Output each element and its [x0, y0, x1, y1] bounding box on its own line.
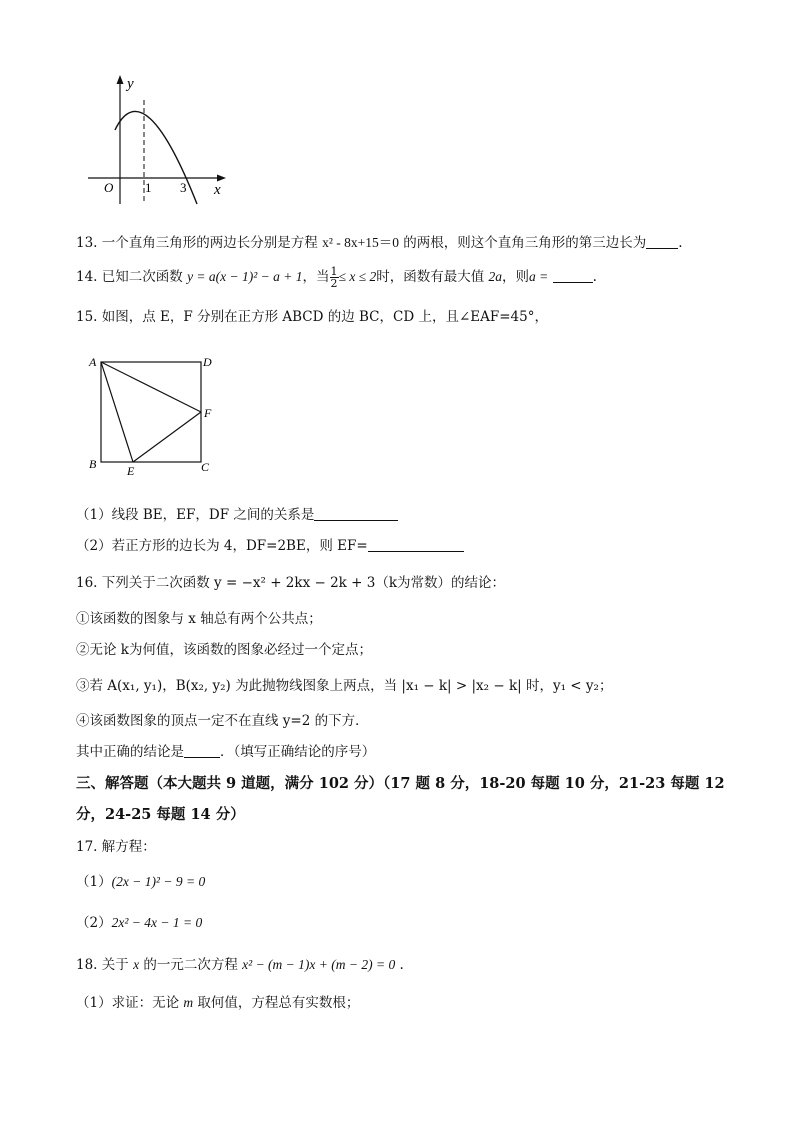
- q13-suffix: 的两根，则这个直角三角形的第三边长为: [398, 235, 647, 251]
- label-f: F: [204, 406, 212, 420]
- square-abcd: [101, 362, 201, 462]
- tick-label-3: 3: [180, 180, 187, 195]
- q14-var: a =: [529, 269, 549, 284]
- q14-maxval: 2a: [488, 269, 503, 284]
- q14-condition: ≤ x ≤ 2: [338, 269, 377, 284]
- label-b: B: [89, 457, 97, 471]
- question-16-ask: [76, 743, 375, 761]
- square-diagram: [84, 350, 224, 480]
- x-axis-label: x: [214, 182, 221, 198]
- q17-p2-label: （2）: [76, 915, 112, 931]
- q14-mid1: ，当: [302, 269, 330, 285]
- question-18-stem: [76, 956, 404, 974]
- q13-prefix: 13. 一个直角三角形的两边长分别是方程: [76, 235, 323, 251]
- statement-2: ②无论 k为何值，该函数的图象必经过一个定点；: [76, 642, 372, 658]
- question-17-title: 17. 解方程：: [76, 839, 156, 855]
- x-axis-arrow: [217, 175, 226, 182]
- q13-end: .: [678, 235, 683, 251]
- statement-1: ①该函数的图象与 x 轴总有两个公共点；: [76, 611, 322, 627]
- section-3-heading-line-1: 三、解答题（本大题共 9 道题，满分 102 分）（17 题 8 分，18-20 每题 10 分，21-23 每题 12: [76, 775, 725, 792]
- q18-end: .: [395, 957, 404, 973]
- q13-equation: x² - 8x+15＝0: [322, 235, 399, 250]
- q15-p2-answer-blank[interactable]: [368, 537, 464, 552]
- statement-4: ④该函数图象的顶点一定不在直线 y=2 的下方．: [76, 713, 369, 729]
- q18-prefix: 18. 关于: [76, 957, 134, 973]
- q17-p2-equation: 2x² − 4x − 1 = 0: [111, 915, 203, 930]
- q15-p2-text: （2）若正方形的边长为 4，DF=2BE，则 EF=: [76, 538, 368, 554]
- label-c: C: [201, 460, 210, 474]
- question-14: [76, 266, 597, 289]
- q15-p1-answer-blank[interactable]: [314, 506, 398, 521]
- question-15-stem: 15. 如图，点 E，F 分别在正方形 ABCD 的边 BC，CD 上，且∠EAF=45°，: [76, 309, 548, 325]
- q13-answer-blank[interactable]: [646, 234, 678, 249]
- segment-ae: [101, 362, 133, 462]
- label-d: D: [203, 355, 212, 369]
- q16-answer-blank[interactable]: [184, 743, 220, 758]
- segment-af: [101, 362, 201, 412]
- label-a: A: [89, 355, 97, 369]
- y-axis-label: y: [127, 76, 134, 92]
- q18-equation: x² − (m − 1)x + (m − 2) = 0: [242, 957, 396, 972]
- q18-var: x: [133, 957, 140, 972]
- q18-p1-var: m: [183, 995, 194, 1010]
- q14-fraction: [330, 266, 339, 289]
- q17-p1-equation: (2x − 1)² − 9 = 0: [111, 874, 206, 889]
- question-18-part-1: [76, 994, 359, 1012]
- parabola-graph: [85, 70, 235, 210]
- q14-frac-numerator: 1: [330, 265, 338, 278]
- question-17-part-1: [76, 873, 205, 891]
- question-15-part-2: [76, 537, 464, 555]
- q18-p1-pre: （1）求证：无论: [76, 995, 184, 1011]
- question-13: [76, 234, 683, 252]
- q16-ask-text: 其中正确的结论是: [76, 744, 184, 760]
- q16-ask-end: ．（填写正确结论的序号）: [220, 744, 376, 760]
- q14-prefix: 14. 已知二次函数: [76, 269, 188, 285]
- q18-mid: 的一元二次方程: [139, 957, 243, 973]
- label-e: E: [127, 464, 135, 478]
- q14-answer-blank[interactable]: [553, 268, 593, 283]
- question-16-stem: 16. 下列关于二次函数 y = −x² + 2kx − 2k + 3（k为常数）的结论：: [76, 575, 506, 591]
- q18-p1-post: 取何值，方程总有实数根；: [193, 995, 360, 1011]
- question-17-part-2: [76, 914, 202, 932]
- q17-p1-label: （1）: [76, 874, 112, 890]
- section-3-heading-line-2: 分，24-25 每题 14 分）: [76, 806, 245, 823]
- y-axis-arrow: [117, 75, 124, 84]
- q14-mid2: 时，函数有最大值: [376, 269, 489, 285]
- tick-label-1: 1: [145, 180, 152, 195]
- statement-3: ③若 A(x₁, y₁)，B(x₂, y₂) 为此抛物线图象上两点，当 |x₁ − k| > |x₂ − k| 时，y₁ < y₂；: [76, 678, 613, 694]
- q14-mid3: ，则: [502, 269, 530, 285]
- question-15-part-1: [76, 506, 398, 524]
- q15-p1-text: （1）线段 BE，EF，DF 之间的关系是: [76, 507, 315, 523]
- segment-ef: [133, 412, 201, 462]
- q14-frac-denominator: 2: [330, 277, 338, 290]
- q14-end: .: [592, 269, 597, 285]
- q14-function: y = a(x − 1)² − a + 1: [187, 269, 303, 284]
- origin-label: O: [104, 180, 114, 195]
